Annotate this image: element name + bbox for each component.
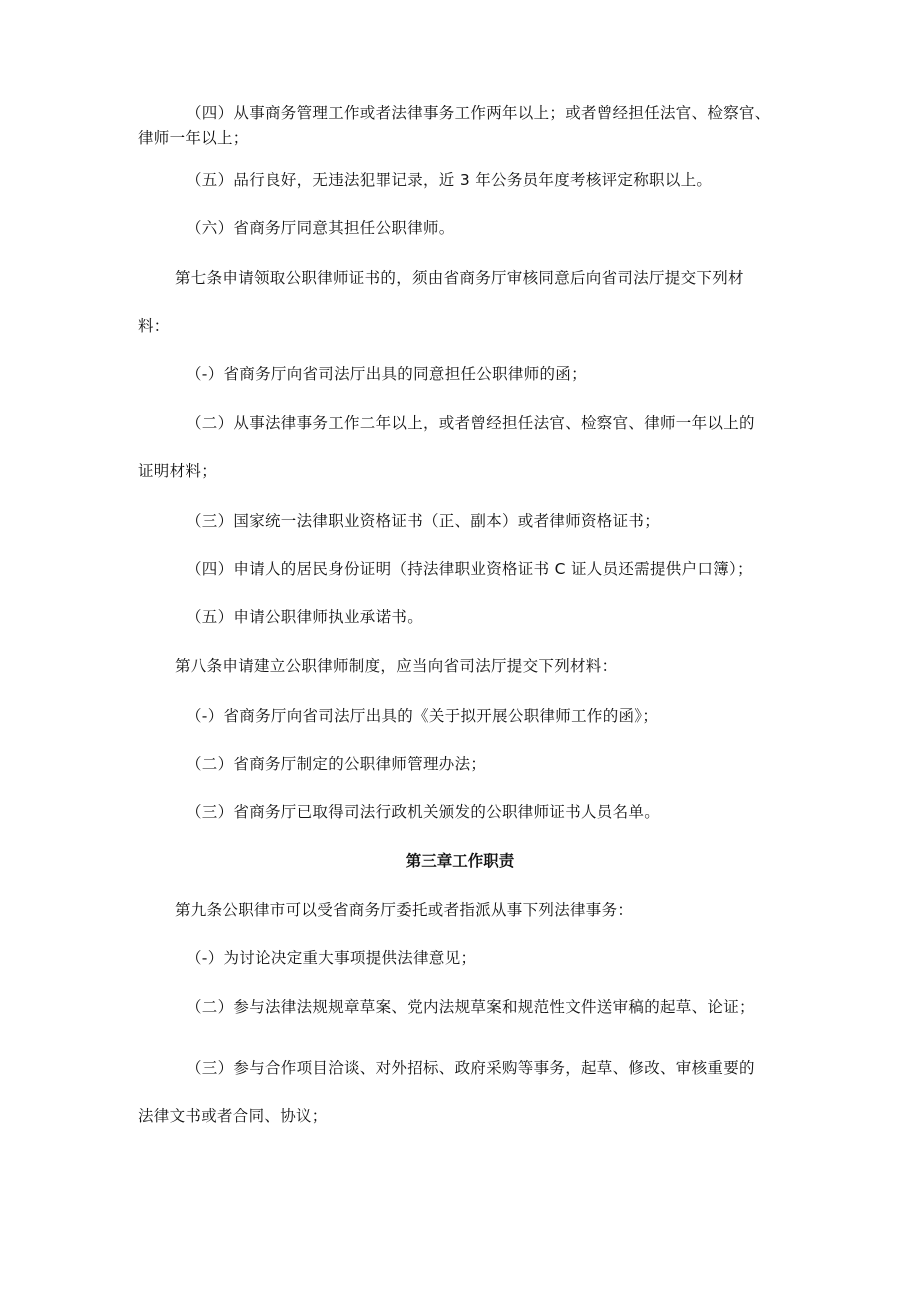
paragraph-line: （三）国家统一法律职业资格证书（正、副本）或者律师资格证书； [186,512,661,530]
paragraph-line: （二）省商务厅制定的公职律师管理办法； [186,755,487,773]
paragraph-line: （-）省商务厅向省司法厅出具的《关于拟开展公职律师工作的函》； [186,707,659,725]
paragraph-line: 律师一年以上； [138,129,249,147]
paragraph-line: （二）参与法律法规规章草案、党内法规草案和规范性文件送审稿的起草、论证； [186,998,755,1016]
paragraph-line: 法律文书或者合同、协议； [138,1107,328,1125]
paragraph-line: （四）申请人的居民身份证明（持法律职业资格证书 C 证人员还需提供户口簿）； [186,560,753,578]
paragraph-line: 证明材料； [138,462,218,480]
paragraph-line: 料： [138,317,170,335]
article-9-line: 第九条公职律市可以受省商务厅委托或者指派从事下列法律事务： [175,901,634,919]
paragraph-line: （三）参与合作项目洽谈、对外招标、政府采购等事务，起草、修改、审核重要的 [186,1059,755,1077]
paragraph-line: （-）为讨论决定重大事项提供法律意见； [186,949,477,967]
paragraph-line: （三）省商务厅已取得司法行政机关颁发的公职律师证书人员名单。 [186,803,661,821]
article-8-line: 第八条申请建立公职律师制度，应当向省司法厅提交下列材料： [175,657,618,675]
chapter-heading: 第三章工作职责 [405,852,515,870]
article-7-line: 第七条申请领取公职律师证书的，须由省商务厅审核同意后向省司法厅提交下列材 [175,269,744,287]
paragraph-line: （-）省商务厅向省司法厅出具的同意担任公职律师的函； [186,365,587,383]
paragraph-line: （二）从事法律事务工作二年以上，或者曾经担任法官、检察官、律师一年以上的 [186,414,755,432]
paragraph-line: （六）省商务厅同意其担任公职律师。 [186,219,455,237]
paragraph-line: （五）品行良好，无违法犯罪记录，近 3 年公务员年度考核评定称职以上。 [186,171,713,189]
paragraph-line: （四）从事商务管理工作或者法律事务工作两年以上；或者曾经担任法官、检察官、 [186,104,771,122]
paragraph-line: （五）申请公职律师执业承诺书。 [186,608,424,626]
